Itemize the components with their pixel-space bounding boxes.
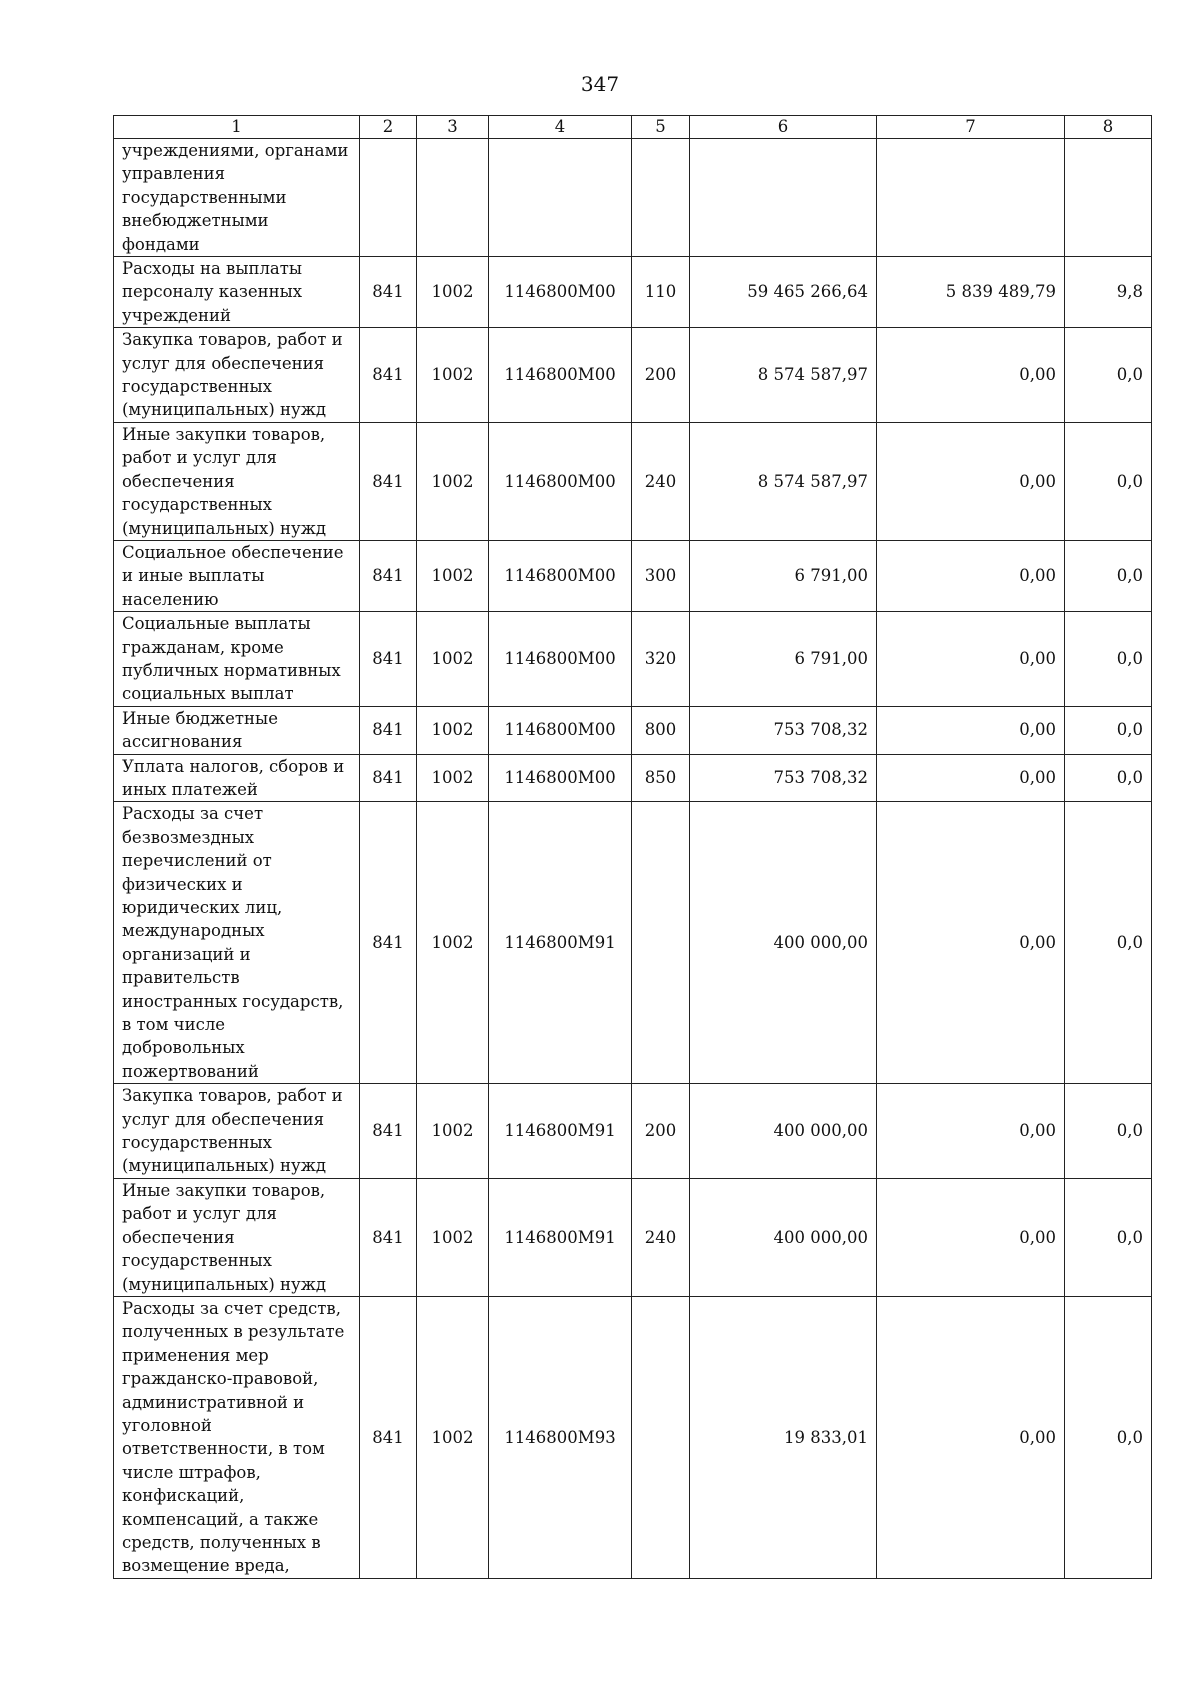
cell-col4: 1146800М00 [489,257,632,328]
cell-col8: 0,0 [1065,1296,1152,1578]
cell-col3: 1002 [417,540,489,611]
cell-col4: 1146800М91 [489,1084,632,1179]
cell-col3: 1002 [417,328,489,423]
table-row [114,1296,1152,1578]
cell-col6: 8 574 587,97 [690,422,877,540]
row-name: Иные бюджетные ассигнования [114,706,360,754]
cell-col2: 841 [360,706,417,754]
cell-col4: 1146800М00 [489,706,632,754]
cell-col6: 400 000,00 [690,1178,877,1296]
cell-col5: 200 [632,1084,690,1179]
column-header-8: 8 [1065,116,1152,139]
cell-col3 [417,139,489,257]
cell-col6: 59 465 266,64 [690,257,877,328]
cell-col7: 0,00 [877,802,1065,1084]
cell-col5: 800 [632,706,690,754]
cell-col8: 0,0 [1065,540,1152,611]
row-name: Уплата налогов, сборов и иных платежей [114,754,360,802]
cell-col3: 1002 [417,706,489,754]
cell-col5: 850 [632,754,690,802]
cell-col2: 841 [360,802,417,1084]
cell-col5 [632,139,690,257]
cell-col6: 6 791,00 [690,612,877,707]
cell-col3: 1002 [417,1178,489,1296]
cell-col5 [632,1296,690,1578]
row-name: Закупка товаров, работ и услуг для обеспечения государственных (муниципальных) нужд [114,328,360,423]
cell-col4: 1146800М00 [489,540,632,611]
cell-col4: 1146800М00 [489,612,632,707]
cell-col6: 19 833,01 [690,1296,877,1578]
cell-col4: 1146800М00 [489,754,632,802]
cell-col2: 841 [360,540,417,611]
cell-col7: 0,00 [877,612,1065,707]
row-name: Расходы за счет средств, полученных в результате применения мер гражданско-правовой, административной и уголовной ответственности, в том числе штрафов, конфискаций, компенсаций, а также средств, полученных в возмещение вреда, [114,1296,360,1578]
cell-col2: 841 [360,257,417,328]
column-header-7: 7 [877,116,1065,139]
row-name: Расходы на выплаты персоналу казенных учреждений [114,257,360,328]
table-row [114,540,1152,611]
cell-col8: 0,0 [1065,706,1152,754]
cell-col6: 400 000,00 [690,1084,877,1179]
cell-col5: 110 [632,257,690,328]
cell-col4: 1146800М91 [489,802,632,1084]
column-header-6: 6 [690,116,877,139]
cell-col2: 841 [360,1178,417,1296]
header-row [114,116,1152,139]
cell-col3: 1002 [417,754,489,802]
cell-col7: 0,00 [877,1084,1065,1179]
cell-col7: 5 839 489,79 [877,257,1065,328]
table-row [114,422,1152,540]
cell-col3: 1002 [417,612,489,707]
cell-col8: 0,0 [1065,612,1152,707]
column-header-4: 4 [489,116,632,139]
cell-col3: 1002 [417,257,489,328]
table-row [114,1178,1152,1296]
table-row [114,612,1152,707]
cell-col6: 400 000,00 [690,802,877,1084]
cell-col7: 0,00 [877,1178,1065,1296]
column-header-5: 5 [632,116,690,139]
row-name: Расходы за счет безвозмездных перечислений от физических и юридических лиц, международных организаций и правительств иностранных государств, в том числе добровольных пожертвований [114,802,360,1084]
cell-col8: 0,0 [1065,1084,1152,1179]
cell-col6: 6 791,00 [690,540,877,611]
cell-col8: 9,8 [1065,257,1152,328]
table-row [114,1084,1152,1179]
cell-col4 [489,139,632,257]
cell-col2: 841 [360,328,417,423]
cell-col2: 841 [360,422,417,540]
cell-col6: 8 574 587,97 [690,328,877,423]
cell-col2: 841 [360,1084,417,1179]
cell-col6: 753 708,32 [690,754,877,802]
table-row [114,328,1152,423]
cell-col2 [360,139,417,257]
cell-col7: 0,00 [877,706,1065,754]
row-name: Закупка товаров, работ и услуг для обеспечения государственных (муниципальных) нужд [114,1084,360,1179]
cell-col2: 841 [360,1296,417,1578]
cell-col2: 841 [360,612,417,707]
cell-col4: 1146800М93 [489,1296,632,1578]
cell-col2: 841 [360,754,417,802]
table-row [114,754,1152,802]
cell-col4: 1146800М00 [489,422,632,540]
column-header-3: 3 [417,116,489,139]
table-row [114,706,1152,754]
cell-col6: 753 708,32 [690,706,877,754]
cell-col8: 0,0 [1065,802,1152,1084]
cell-col5 [632,802,690,1084]
cell-col7: 0,00 [877,328,1065,423]
row-name: Иные закупки товаров, работ и услуг для обеспечения государственных (муниципальных) нужд [114,422,360,540]
page-number: 347 [580,72,620,96]
cell-col7: 0,00 [877,540,1065,611]
cell-col6 [690,139,877,257]
cell-col3: 1002 [417,802,489,1084]
cell-col4: 1146800М00 [489,328,632,423]
cell-col3: 1002 [417,1296,489,1578]
cell-col8: 0,0 [1065,1178,1152,1296]
row-name: Социальное обеспечение и иные выплаты населению [114,540,360,611]
cell-col4: 1146800М91 [489,1178,632,1296]
column-header-2: 2 [360,116,417,139]
cell-col7: 0,00 [877,422,1065,540]
table-row [114,802,1152,1084]
cell-col5: 300 [632,540,690,611]
cell-col7: 0,00 [877,754,1065,802]
cell-col8: 0,0 [1065,754,1152,802]
column-header-1: 1 [114,116,360,139]
row-name: Социальные выплаты гражданам, кроме публичных нормативных социальных выплат [114,612,360,707]
cell-col5: 200 [632,328,690,423]
cell-col8 [1065,139,1152,257]
cell-col7 [877,139,1065,257]
table-row [114,139,1152,257]
cell-col3: 1002 [417,422,489,540]
table-row [114,257,1152,328]
cell-col5: 240 [632,422,690,540]
row-name: учреждениями, органами управления государственными внебюджетными фондами [114,139,360,257]
budget-table [113,115,1152,1579]
cell-col7: 0,00 [877,1296,1065,1578]
cell-col5: 320 [632,612,690,707]
cell-col3: 1002 [417,1084,489,1179]
cell-col5: 240 [632,1178,690,1296]
cell-col8: 0,0 [1065,328,1152,423]
cell-col8: 0,0 [1065,422,1152,540]
row-name: Иные закупки товаров, работ и услуг для обеспечения государственных (муниципальных) нужд [114,1178,360,1296]
